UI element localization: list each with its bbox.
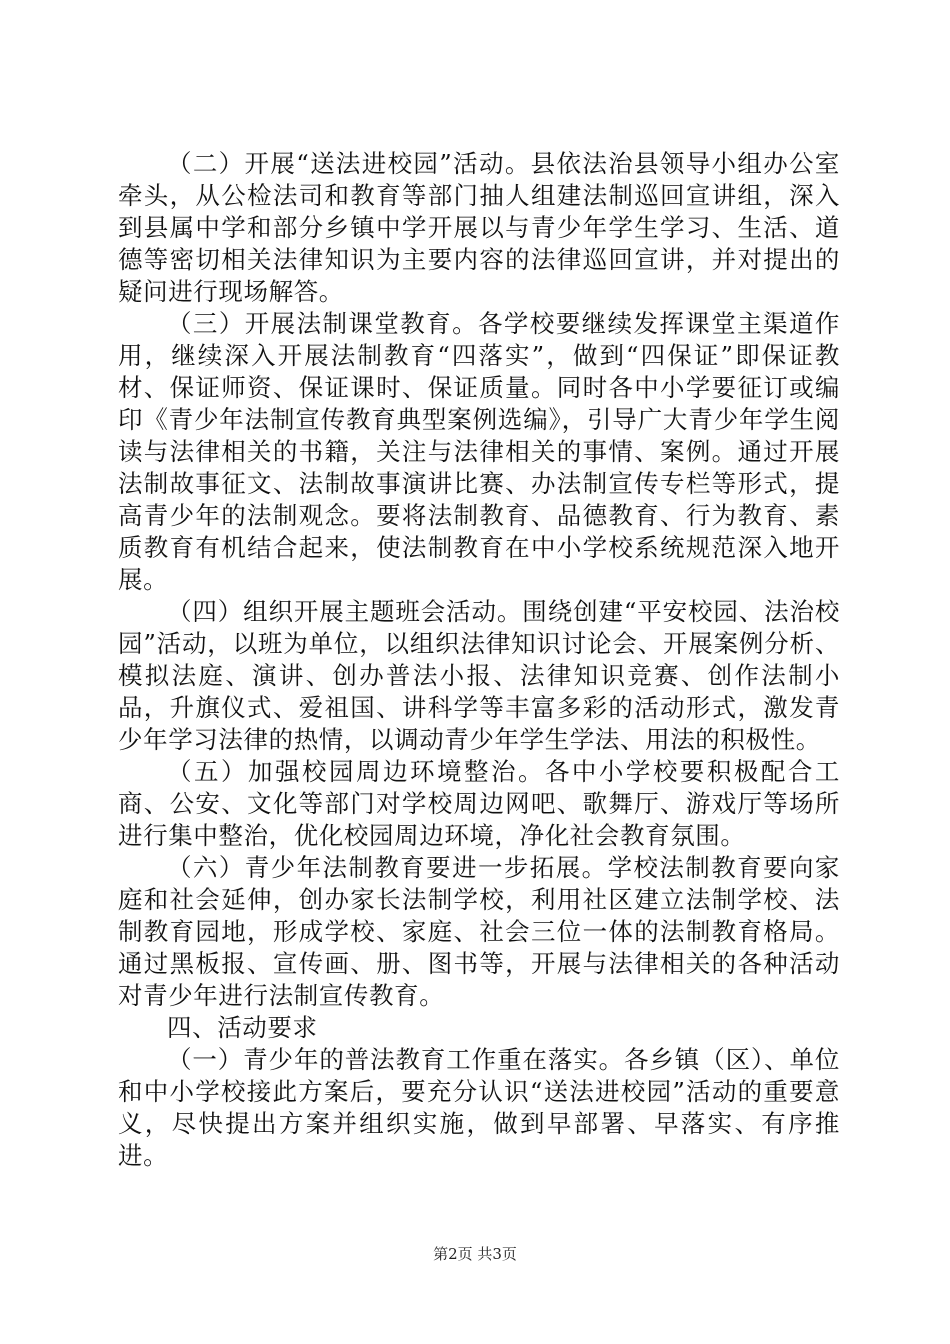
page-footer: 第2页 共3页 <box>433 1245 517 1263</box>
paragraph-activity-2: （二）开展“送法进校园”活动。县依法治县领导小组办公室牵头，从公检法司和教育等部门抽人组建法制巡回宣讲组，深入到县属中学和部分乡镇中学开展以与青少年学生学习、生活、道德等密切相关法律知识为主要内容的法律巡回宣讲，并对提出的疑问进行现场解答。 <box>118 149 840 306</box>
paragraph-requirement-1: （一）青少年的普法教育工作重在落实。各乡镇（区）、单位和中小学校接此方案后，要充分认识“送法进校园”活动的重要意义，尽快提出方案并组织实施，做到早部署、早落实、有序推进。 <box>118 1045 840 1170</box>
document-body <box>118 148 840 1172</box>
paragraph-activity-3: （三）开展法制课堂教育。各学校要继续发挥课堂主渠道作用，继续深入开展法制教育“四落实”，做到“四保证”即保证教材、保证师资、保证课时、保证质量。同时各中小学要征订或编印《青少年法制宣传教育典型案例选编》，引导广大青少年学生阅读与法律相关的书籍，关注与法律相关的事情、案例。通过开展法制故事征文、法制故事演讲比赛、办法制宣传专栏等形式，提高青少年的法制观念。要将法制教育、品德教育、行为教育、素质教育有机结合起来，使法制教育在中小学校系统规范深入地开展。 <box>118 309 840 594</box>
paragraph-activity-6: （六）青少年法制教育要进一步拓展。学校法制教育要向家庭和社会延伸，创办家长法制学校，利用社区建立法制学校、法制教育园地，形成学校、家庭、社会三位一体的法制教育格局。通过黑板报、宣传画、册、图书等，开展与法律相关的各种活动对青少年进行法制宣传教育。 <box>118 853 840 1010</box>
section-heading: 四、活动要求 <box>167 1013 318 1042</box>
paragraph-activity-5: （五）加强校园周边环境整治。各中小学校要积极配合工商、公安、文化等部门对学校周边网吧、歌舞厅、游戏厅等场所进行集中整治，优化校园周边环境，净化社会教育氛围。 <box>118 757 840 850</box>
paragraph-activity-4: （四）组织开展主题班会活动。围绕创建“平安校园、法治校园”活动，以班为单位，以组织法律知识讨论会、开展案例分析、模拟法庭、演讲、创办普法小报、法律知识竞赛、创作法制小品，升旗仪式、爱祖国、讲科学等丰富多彩的活动形式，激发青少年学习法律的热情，以调动青少年学生学法、用法的积极性。 <box>118 597 840 754</box>
